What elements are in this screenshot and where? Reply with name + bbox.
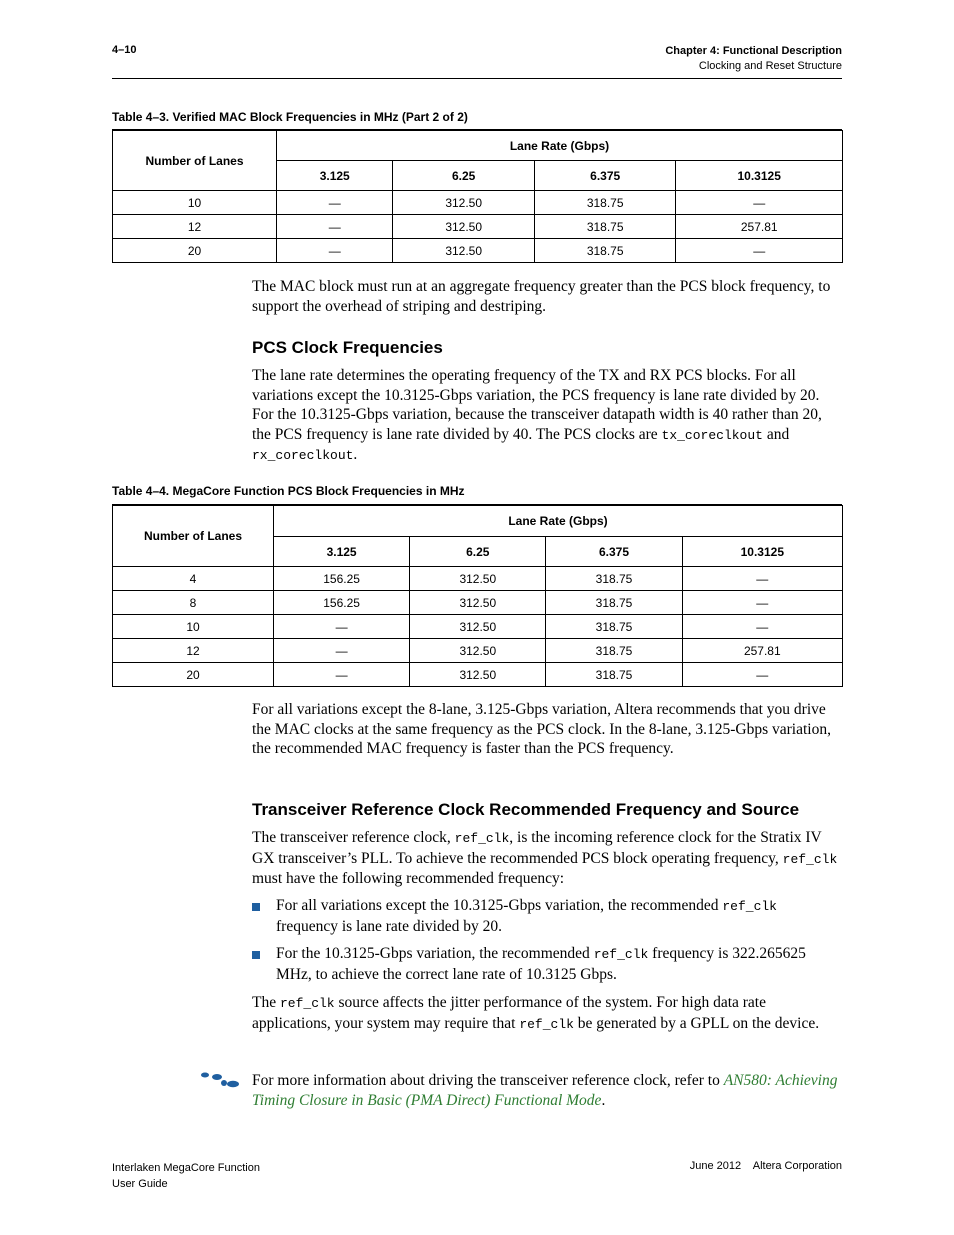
table-cell: 312.50 xyxy=(393,191,534,215)
table3-rate-header: 6.375 xyxy=(534,161,675,191)
table-cell: 318.75 xyxy=(534,239,675,263)
footer-doc-type: User Guide xyxy=(112,1178,168,1190)
page-number: 4–10 xyxy=(112,44,137,56)
jitter-text-c: be generated by a GPLL on the device. xyxy=(573,1014,820,1032)
table4-header-row xyxy=(113,506,843,537)
table3-caption: Table 4–3. Verified MAC Block Frequencies in MHz (Part 2 of 2) xyxy=(112,110,468,124)
pcs-paragraph-and: and xyxy=(762,425,790,443)
table-cell: — xyxy=(682,567,842,591)
ref-clk-code: ref_clk xyxy=(593,947,649,962)
table-cell: — xyxy=(676,239,843,263)
ref-clk-code: ref_clk xyxy=(519,1016,574,1032)
ref-clk-code: ref_clk xyxy=(722,899,777,914)
ref-clk-code: ref_clk xyxy=(454,831,510,846)
table-cell: 156.25 xyxy=(274,591,410,615)
footer-left xyxy=(112,1160,260,1192)
table-cell: 12 xyxy=(113,215,277,239)
table-cell: — xyxy=(277,239,393,263)
table-cell: 312.50 xyxy=(410,639,546,663)
ref-clk-code: ref_clk xyxy=(782,851,838,867)
an580-link[interactable]: AN580: Achieving Timing Closure in Basic (PMA Direct) Functional Mode xyxy=(252,1072,838,1109)
table-row xyxy=(113,191,843,215)
table-cell: 10 xyxy=(113,615,274,639)
table-row xyxy=(113,239,843,263)
mac-clock-paragraph: For all variations except the 8-lane, 3.125-Gbps variation, Altera recommends that you drive the MAC clocks at the same frequency as the PCS clock. In the 8-lane, 3.125-Gbps variation, the recommended MAC frequency is faster than the PCS frequency. xyxy=(252,701,831,757)
ref-clock-text-a: The transceiver reference clock, xyxy=(252,829,455,846)
mac-block-paragraph: The MAC block must run at an aggregate frequency greater than the PCS block frequency, to support the overhead of striping and destriping. xyxy=(252,278,831,315)
pcs-clock-heading: PCS Clock Frequencies xyxy=(252,338,443,357)
table-cell: 318.75 xyxy=(546,639,682,663)
table-row xyxy=(113,591,843,615)
table-cell: — xyxy=(274,663,410,687)
table3-rate-header: 6.25 xyxy=(393,161,534,191)
tx-coreclkout-code: tx_coreclkout xyxy=(661,427,763,443)
table3-rate-header: 10.3125 xyxy=(676,161,843,191)
table4-rate-header: 6.375 xyxy=(546,537,682,567)
table-cell: 20 xyxy=(113,239,277,263)
table-cell: 20 xyxy=(113,663,274,687)
table4-rate-header: 3.125 xyxy=(274,537,410,567)
table-cell: 318.75 xyxy=(534,191,675,215)
table-cell: 312.50 xyxy=(410,615,546,639)
table-row xyxy=(113,663,843,687)
table4-rate-header: 10.3125 xyxy=(682,537,842,567)
table-cell: 312.50 xyxy=(410,567,546,591)
table3-rate-group-header: Lane Rate (Gbps) xyxy=(277,131,843,161)
table-cell: 318.75 xyxy=(546,615,682,639)
table-cell: 318.75 xyxy=(546,663,682,687)
bullet-square-icon xyxy=(252,903,260,911)
table-row xyxy=(113,615,843,639)
table-cell: 4 xyxy=(113,567,274,591)
ref-clock-heading: Transceiver Reference Clock Recommended Frequency and Source xyxy=(252,800,800,819)
ref-clock-text-b: , is the incoming reference clock for the Stratix IV GX transceiver’s PLL. To achieve the recommended PCS block operating frequency, xyxy=(252,829,822,867)
table-cell: 257.81 xyxy=(682,639,842,663)
pcs-paragraph xyxy=(252,366,844,466)
table4-rate-group-header: Lane Rate (Gbps) xyxy=(274,506,843,537)
table4-rate-header: 6.25 xyxy=(410,537,546,567)
table4-caption: Table 4–4. MegaCore Function PCS Block Frequencies in MHz xyxy=(112,484,465,498)
note-end: . xyxy=(601,1091,606,1109)
ref-clk-code: ref_clk xyxy=(279,996,335,1011)
table-cell: 10 xyxy=(113,191,277,215)
table3-header-row xyxy=(113,131,843,161)
note-paragraph xyxy=(252,1071,844,1110)
bullet-item-1 xyxy=(276,896,842,936)
header-rule xyxy=(112,78,842,79)
table-cell: — xyxy=(682,615,842,639)
section-title: Clocking and Reset Structure xyxy=(698,60,842,72)
table-cell: — xyxy=(277,215,393,239)
ref-clock-text-c: must have the following recommended frequency: xyxy=(252,870,565,887)
table-cell: — xyxy=(682,663,842,687)
table-cell: 257.81 xyxy=(676,215,843,239)
table-cell: 318.75 xyxy=(534,215,675,239)
table3 xyxy=(112,130,843,263)
table-cell: 312.50 xyxy=(393,215,534,239)
table-cell: 312.50 xyxy=(410,663,546,687)
table-cell: 318.75 xyxy=(546,567,682,591)
table3-rate-header: 3.125 xyxy=(277,161,393,191)
table4-lanes-header: Number of Lanes xyxy=(113,506,274,567)
note-text: For more information about driving the transceiver reference clock, refer to xyxy=(252,1072,724,1089)
jitter-paragraph xyxy=(252,993,844,1034)
pcs-paragraph-text: The lane rate determines the operating frequency of the TX and RX PCS blocks. For all variations except the 10.3125-Gbps variation, the PCS frequency is lane rate divided by 20. For the 10.3125-Gbps variation, because the transceiver datapath width is 40 rather than 20, the PCS frequency is lane rate divided by 40. The PCS clocks are xyxy=(252,367,822,443)
table-row xyxy=(113,215,843,239)
table-cell: 8 xyxy=(113,591,274,615)
table-cell: — xyxy=(682,591,842,615)
table-cell: 312.50 xyxy=(410,591,546,615)
table3-lanes-header: Number of Lanes xyxy=(113,131,277,191)
rx-coreclkout-code: rx_coreclkout xyxy=(252,448,354,463)
table-row xyxy=(113,567,843,591)
bullet-2-text-b: frequency is 322.265625 MHz, to achieve the correct lane rate of 10.3125 Gbps. xyxy=(276,945,806,983)
table-cell: 156.25 xyxy=(274,567,410,591)
pcs-paragraph-end: . xyxy=(353,446,358,463)
jitter-text-a: The xyxy=(252,994,280,1011)
bullet-square-icon xyxy=(252,951,260,959)
table-cell: 12 xyxy=(113,639,274,663)
table-cell: — xyxy=(274,615,410,639)
bullet-2-text-a: For the 10.3125-Gbps variation, the recommended xyxy=(276,945,594,962)
table-row xyxy=(113,639,843,663)
table-cell: — xyxy=(676,191,843,215)
footer-date-company: June 2012 Altera Corporation xyxy=(689,1160,842,1172)
bullet-1-text-a: For all variations except the 10.3125-Gbps variation, the recommended xyxy=(276,897,723,914)
bullet-item-2 xyxy=(276,944,842,984)
jitter-text-b: source affects the jitter performance of the system. For high data rate applications, your system may require that xyxy=(252,994,766,1032)
table-cell: — xyxy=(274,639,410,663)
ref-clock-paragraph xyxy=(252,828,844,889)
footprints-note-icon xyxy=(200,1072,240,1088)
table4 xyxy=(112,505,843,687)
footer-product: Interlaken MegaCore Function xyxy=(112,1162,260,1174)
bullet-1-text-b: frequency is lane rate divided by 20. xyxy=(276,917,502,935)
chapter-title: Chapter 4: Functional Description xyxy=(665,45,842,57)
table-cell: 318.75 xyxy=(546,591,682,615)
table-cell: — xyxy=(277,191,393,215)
running-header xyxy=(665,44,842,74)
table-cell: 312.50 xyxy=(393,239,534,263)
